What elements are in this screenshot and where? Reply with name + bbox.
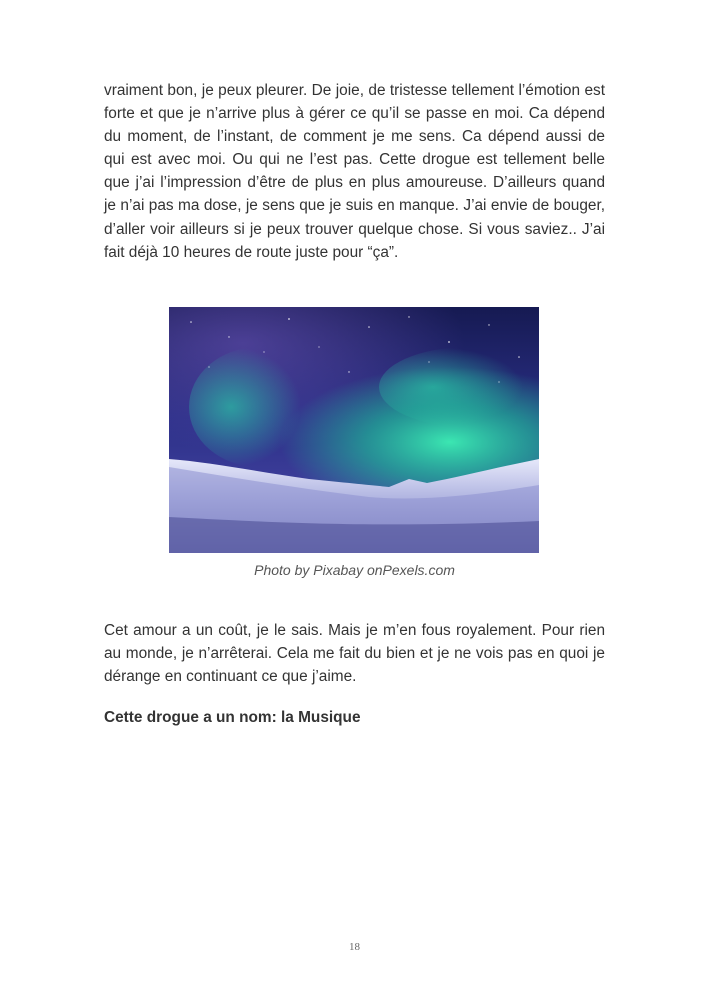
- closing-statement: Cette drogue a un nom: la Musique: [104, 709, 361, 726]
- body-paragraph-2: Cet amour a un coût, je le sais. Mais je m’en fous royalement. Pour rien au monde, je n’arrêterai. Cela me fait du bien et je ne vois pas en quoi je dérange en continuant ce que j’aime.: [104, 622, 605, 686]
- photo-caption: Photo by Pixabay onPexels.com: [254, 562, 455, 578]
- page-number: 18: [349, 941, 360, 953]
- body-paragraph: vraiment bon, je peux pleurer. De joie, de tristesse tellement l’émotion est forte et que je n’arrive plus à gérer ce qu’il se passe en moi. Ca dépend du moment, de l’instant, de comment je me sens. Ca dépend aussi de qui est avec moi. Ou qui ne l’est pas. Cette drogue est tellement belle que j’ai l’impression d’être de plus en plus amoureuse. D’ailleurs quand je n’ai pas ma dose, je sens que je suis en manque. J’ai envie de bouger, d’aller voir ailleurs si je peux trouver quelque chose. Si vous saviez.. J’ai fait déjà 10 heures de route juste pour “ça”.: [104, 82, 605, 261]
- aurora-photo: [169, 307, 539, 553]
